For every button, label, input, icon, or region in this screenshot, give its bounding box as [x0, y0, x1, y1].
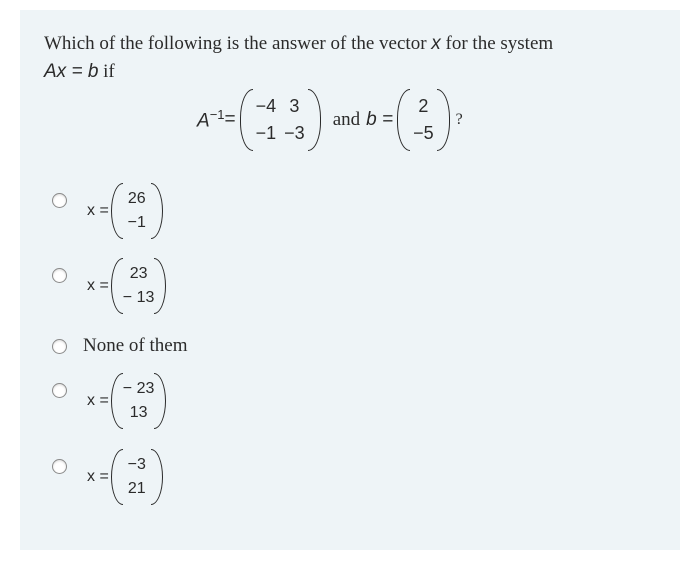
option-4-top: − 23 [122, 380, 155, 397]
ainv-label: $A^{-1}$ [197, 107, 225, 132]
option-4[interactable] [52, 373, 166, 429]
ainv-cell-11: −4 [255, 96, 277, 116]
option-2-vector [111, 258, 167, 314]
question-var-x: x [431, 33, 441, 54]
option-3-text: None of them [83, 335, 188, 356]
question-mark: ? [455, 111, 463, 128]
option-1-radio[interactable] [52, 193, 67, 208]
option-2[interactable] [52, 258, 166, 314]
option-4-radio[interactable] [52, 383, 67, 398]
option-1-bottom: −1 [127, 214, 146, 231]
and-text: and [332, 109, 361, 130]
option-4-bottom: 13 [129, 404, 148, 421]
option-5-label: x = [87, 468, 109, 485]
b-vector [397, 89, 450, 151]
ainv-cell-21: −1 [255, 123, 277, 143]
ainv-equals: = [224, 109, 236, 130]
ainv-matrix [240, 89, 321, 151]
b-label: b = [366, 109, 394, 130]
question-line-2 [44, 58, 553, 86]
given-matrices [197, 88, 463, 152]
question-equation: Ax = b [44, 61, 99, 82]
b-cell-1: 2 [418, 96, 429, 116]
ainv-cell-22: −3 [284, 123, 305, 143]
option-1[interactable] [52, 183, 163, 239]
b-cell-2: −5 [413, 123, 434, 143]
question-text [44, 30, 553, 86]
option-3-radio[interactable] [52, 339, 67, 354]
question-line-2-end: if [98, 61, 115, 82]
option-2-bottom: − 13 [122, 289, 155, 306]
option-4-label: x = [87, 392, 109, 409]
question-line-1-text: Which of the following is the answer of the vector [44, 33, 432, 54]
option-1-top: 26 [127, 190, 146, 207]
ainv-cell-12: 3 [289, 96, 300, 116]
ainv-superscript: −1 [209, 107, 225, 123]
option-3[interactable] [52, 335, 187, 357]
option-2-label: x = [87, 277, 109, 294]
option-5-top: −3 [127, 456, 146, 473]
option-5[interactable] [52, 449, 163, 505]
option-1-vector [111, 183, 163, 239]
option-5-bottom: 21 [127, 480, 146, 497]
option-2-radio[interactable] [52, 268, 67, 283]
option-2-top: 23 [129, 265, 148, 282]
option-5-radio[interactable] [52, 459, 67, 474]
question-line-1-end: for the system [440, 33, 554, 54]
option-4-vector [111, 373, 167, 429]
option-1-label: x = [87, 202, 109, 219]
option-5-vector [111, 449, 163, 505]
question-line-1 [44, 30, 553, 58]
